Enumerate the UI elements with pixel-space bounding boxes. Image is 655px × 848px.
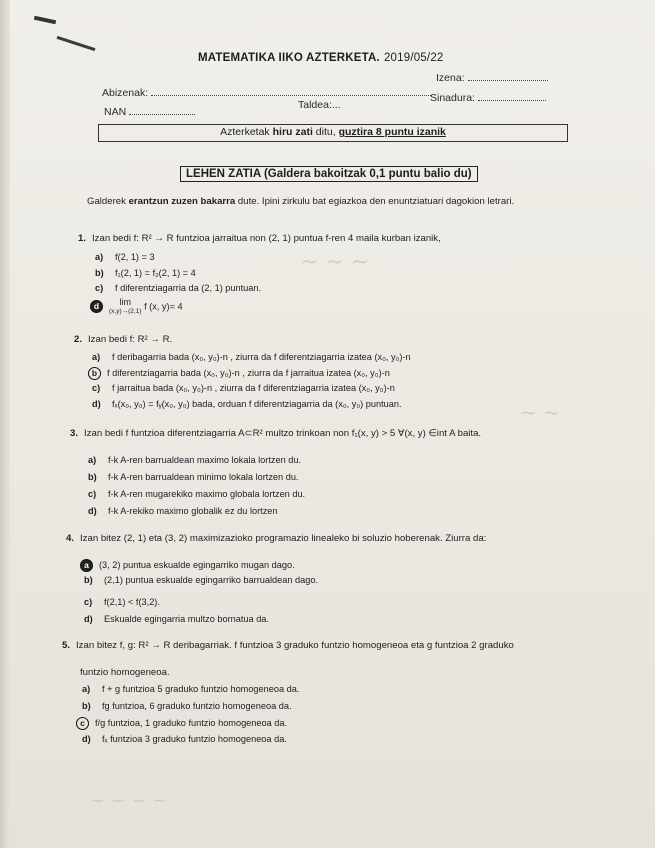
instructions (87, 196, 514, 207)
option-5a[interactable] (82, 684, 299, 694)
option-key: c) (92, 383, 101, 393)
option-text: f + g funtzioa 5 graduko funtzio homogeneoa da. (102, 684, 300, 694)
abizenak-label: Abizenak: (102, 87, 149, 99)
option-key: a) (92, 352, 101, 362)
option-5b[interactable] (82, 701, 292, 711)
option-1d[interactable] (92, 298, 183, 316)
option-4c[interactable] (84, 597, 160, 607)
question-number: 5. (62, 640, 71, 651)
izena-field[interactable] (436, 71, 548, 84)
question-text: Izan bitez (2, 1) eta (3, 2) maximizazioko programazio linealeko bi soluzio hoberenak. Ziurra da: (80, 533, 487, 544)
option-4d[interactable] (84, 614, 269, 624)
option-text: f (x, y)= 4 (144, 301, 183, 312)
instructions-bold: erantzun zuzen bakarra (128, 196, 236, 207)
lim-subscript: (x,y)→(2,1) (109, 308, 142, 315)
option-key: c) (84, 597, 93, 607)
option-key: a) (88, 455, 97, 465)
option-text: fₓ funtzioa 3 graduko funtzio homogeneoa da. (102, 734, 287, 744)
question-number: 2. (74, 334, 83, 345)
option-key: d) (88, 506, 97, 516)
question-text: Izan bedi f: R² → R. (88, 334, 173, 345)
question-5 (62, 640, 514, 651)
option-text: f-k A-ren mugarekiko maximo globala lortzen du. (108, 489, 306, 499)
banner-text: Azterketak (220, 126, 273, 138)
question-4 (66, 533, 486, 544)
option-key: d) (84, 614, 93, 624)
pen-mark (57, 36, 96, 51)
option-text: f jarraitua bada (x₀, y₀)-n , ziurra da f diferentziagarria izatea (x₀, y₀)-n (112, 383, 395, 393)
selected-answer-circle: c (76, 717, 89, 730)
option-1a[interactable] (95, 252, 155, 262)
option-5d[interactable] (82, 734, 287, 744)
selected-answer-circle: b (88, 367, 101, 380)
option-2c[interactable] (92, 383, 395, 393)
option-key: b) (95, 268, 104, 278)
option-text: f diferentziagarria bada (x₀, y₀)-n , ziurra da f jarraitua izatea (x₀, y₀)-n (107, 368, 390, 378)
option-key: c) (88, 489, 97, 499)
limit-expression (109, 298, 142, 316)
option-text: f diferentziagarria da (2, 1) puntuan. (115, 283, 262, 293)
option-key: d) (82, 734, 91, 744)
option-2a[interactable] (92, 352, 411, 362)
option-3c[interactable] (88, 489, 305, 499)
bleed-through-marks: ~ ~ ~ (300, 250, 370, 275)
option-2d[interactable] (92, 399, 402, 409)
nan-label: NAN (104, 106, 127, 118)
sinadura-label: Sinadura: (430, 92, 475, 104)
option-3d[interactable] (88, 506, 278, 516)
bleed-through-marks: ~ ~ (520, 400, 560, 424)
question-text: Izan bitez f, g: R² → R deribagarriak. f funtzioa 3 graduko funtzio homogeneoa eta g funtzioa 2 graduko (76, 640, 514, 651)
sinadura-field[interactable] (430, 91, 546, 104)
nan-blank[interactable] (129, 105, 195, 115)
option-text: fg funtzioa, 6 graduko funtzio homogeneoa da. (102, 701, 292, 711)
bleed-through-marks: ~ ~ ~ ~ (90, 790, 168, 811)
question-number: 4. (66, 533, 75, 544)
option-3a[interactable] (88, 455, 301, 465)
option-key: c) (95, 283, 104, 293)
question-2 (74, 334, 172, 345)
exam-date: 2019/05/22 (383, 52, 444, 64)
lim-label: lim (119, 297, 131, 307)
option-text: Eskualde egingarria multzo bornatua da. (104, 614, 269, 624)
option-text: fₓ(x₀, y₀) = fᵧ(x₀, y₀) bada, orduan f diferentziagarria da (x₀, y₀) puntuan. (112, 399, 402, 409)
option-text: f₁(2, 1) = f₂(2, 1) = 4 (115, 268, 196, 278)
option-text: f(2,1) < f(3,2). (104, 597, 160, 607)
exam-info-banner (98, 124, 568, 142)
izena-blank[interactable] (468, 71, 548, 81)
option-key: b) (88, 472, 97, 482)
banner-text: ditu, (312, 126, 339, 138)
banner-underlined: guztira 8 puntu izanik (338, 126, 446, 138)
option-4a[interactable] (82, 559, 295, 572)
selected-answer-circle: a (80, 559, 93, 572)
exam-title (198, 52, 444, 64)
question-text: Izan bedi f funtzioa diferentziagarria A⊂R² multzo trinkoan non f₁(x, y) > 5 ∀(x, y) ∈int A baita. (84, 428, 482, 439)
option-text: (3, 2) puntua eskualde egingarriko mugan dago. (99, 560, 295, 570)
instructions-text: Galderek (87, 196, 129, 207)
option-text: f deribagarria bada (x₀, y₀)-n , ziurra da f diferentziagarria izatea (x₀, y₀)-n (112, 352, 411, 362)
option-4b[interactable] (84, 575, 318, 585)
option-key: b) (82, 701, 91, 711)
option-5c[interactable] (78, 717, 287, 730)
sinadura-blank[interactable] (478, 91, 546, 101)
nan-field[interactable] (104, 105, 195, 118)
question-number: 1. (78, 233, 87, 244)
option-text: (2,1) puntua eskualde egingarriko barrualdean dago. (104, 575, 319, 585)
option-text: f/g funtzioa, 1 graduko funtzio homogeneoa da. (95, 718, 288, 728)
abizenak-field[interactable] (102, 86, 431, 99)
question-number: 3. (70, 428, 79, 439)
part-title: LEHEN ZATIA (Galdera bakoitzak 0,1 puntu balio du) (180, 166, 478, 182)
banner-bold: hiru zati (272, 126, 313, 138)
option-key: b) (84, 575, 93, 585)
option-key: d) (92, 399, 101, 409)
question-3 (70, 428, 481, 439)
taldea-field[interactable] (298, 99, 341, 111)
option-2b[interactable] (90, 367, 390, 380)
instructions-text: dute. Ipini zirkulu bat egiazkoa den enuntziatuari dagokion letrari. (235, 196, 515, 207)
selected-answer-circle: d (90, 300, 103, 313)
izena-label: Izena: (436, 72, 465, 84)
question-text: Izan bedi f: R² → R funtzioa jarraitua non (2, 1) puntua f-ren 4 maila kurban izanik, (92, 233, 441, 244)
option-3b[interactable] (88, 472, 298, 482)
title-text: MATEMATIKA IIKO AZTERKETA. (198, 52, 380, 64)
option-key: a) (95, 252, 104, 262)
option-text: f-k A-ren barrualdean minimo lokala lortzen du. (108, 472, 299, 482)
option-text: f-k A-rekiko maximo globalik ez du lortzen (108, 506, 278, 516)
option-text: f-k A-ren barrualdean maximo lokala lortzen du. (108, 455, 302, 465)
question-5-continued: funtzio homogeneoa. (80, 667, 170, 678)
question-1 (78, 233, 441, 244)
abizenak-blank[interactable] (151, 86, 431, 96)
taldea-label: Taldea:... (298, 99, 341, 111)
pen-mark (34, 16, 56, 24)
option-key: a) (82, 684, 91, 694)
option-text: f(2, 1) = 3 (115, 252, 155, 262)
option-1c[interactable] (95, 283, 261, 293)
option-1b[interactable] (95, 268, 196, 278)
scan-edge (0, 0, 10, 848)
